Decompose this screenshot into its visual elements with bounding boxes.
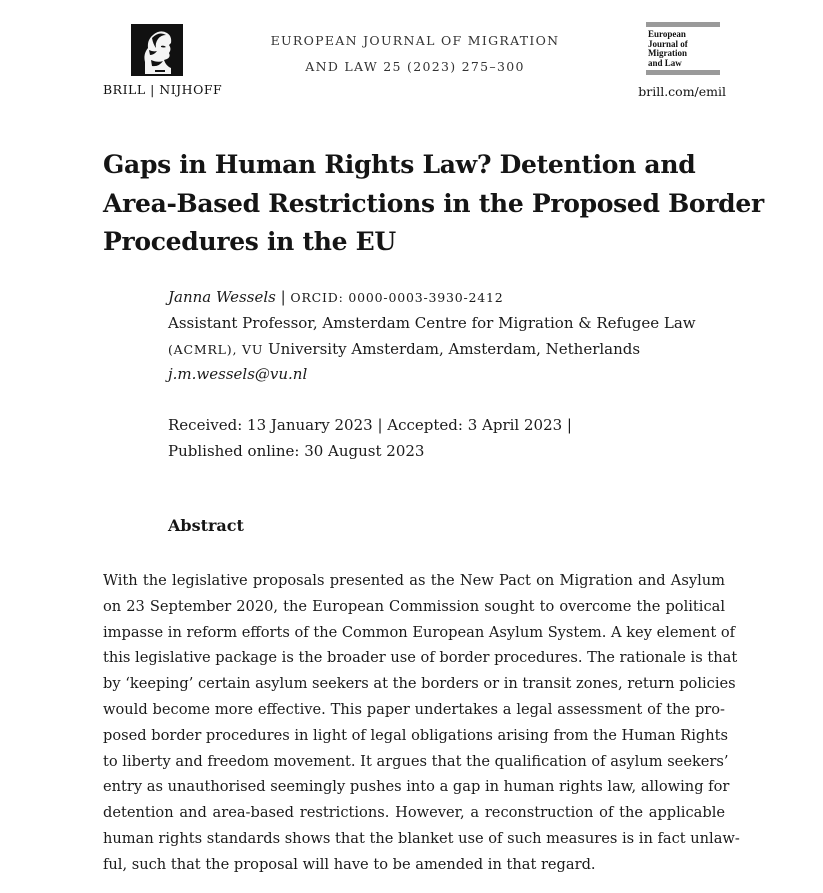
affiliation-line1: Assistant Professor, Amsterdam Centre for Migration & Refugee Law [168,313,696,332]
abstract-line: would become more effective. This paper undertakes a legal assessment of the pro- [103,700,725,718]
brill-logo [131,24,183,76]
journal-citation-line2: AND LAW 25 (2023) 275–300 [305,59,525,74]
journal-logo [646,22,720,75]
abstract-body [103,568,740,878]
journal-logo-line: European [648,29,686,39]
abstract-line: ful, such that the proposal will have to be amended in that regard. [103,855,596,873]
dates-line2: Published online: 30 August 2023 [168,441,425,460]
title-line: Area-Based Restrictions in the Proposed Border [103,188,764,218]
article-title [103,146,764,262]
journal-logo-line: Journal of [648,38,688,49]
title-line: Gaps in Human Rights Law? Detention and [103,150,696,179]
abstract-line: impasse in reform efforts of the Common European Asylum System. A key element of [103,623,736,641]
journal-citation-line1: EUROPEAN JOURNAL OF MIGRATION [270,33,560,48]
journal-logo-bottom-bar [646,70,720,75]
affiliation-line2 [168,337,696,363]
dates-line1: Received: 13 January 2023 | Accepted: 3 April 2023 | [168,416,572,434]
journal-logo-text [646,27,720,70]
abstract-line: this legislative package is the broader use of border procedures. The rationale is that [103,649,738,667]
abstract-line: posed border procedures in light of legal obligations arising from the Human Rights [103,726,728,744]
publisher-name: BRILL | NIJHOFF [103,82,223,97]
abstract-line: on 23 September 2020, the European Commission sought to overcome the political [103,597,725,615]
affiliation-rest: University Amsterdam, Amsterdam, Netherlands [267,339,641,358]
publication-dates [168,413,572,465]
affiliation-vu: VU [242,341,264,357]
affiliation-abbrev: (ACMRL), [168,341,238,357]
author-name: Janna Wessels [168,288,276,306]
abstract-line: by ‘keeping’ certain asylum seekers at the borders or in transit zones, return policies [103,675,736,693]
author-block [168,285,696,388]
journal-logo-line: and Law [648,57,682,68]
abstract-line: to liberty and freedom movement. It argues that the qualification of asylum seekers’ [103,752,729,770]
abstract-line: detention and area-based restrictions. However, a reconstruction of the applicable [103,804,725,822]
abstract-line: human rights standards shows that the blanket use of such measures is in fact unlaw- [103,829,740,847]
abstract-heading: Abstract [168,516,244,535]
author-line: Janna Wessels | ORCID: 0000-0003-3930-2412 [168,288,504,306]
author-email-link[interactable]: j.m.wessels@vu.nl [168,365,308,384]
title-line: Procedures in the EU [103,227,396,256]
journal-logo-line: Migration [648,48,687,58]
orcid-id[interactable]: 0000-0003-3930-2412 [348,290,504,305]
minerva-icon [131,24,183,76]
orcid-label: ORCID: [290,290,344,305]
journal-website-link[interactable]: brill.com/emil [638,84,726,99]
abstract-line: With the legislative proposals presented as the New Pact on Migration and Asylum [103,572,725,589]
abstract-line: entry as unauthorised seemingly pushes into a gap in human rights law, allowing for [103,778,730,796]
